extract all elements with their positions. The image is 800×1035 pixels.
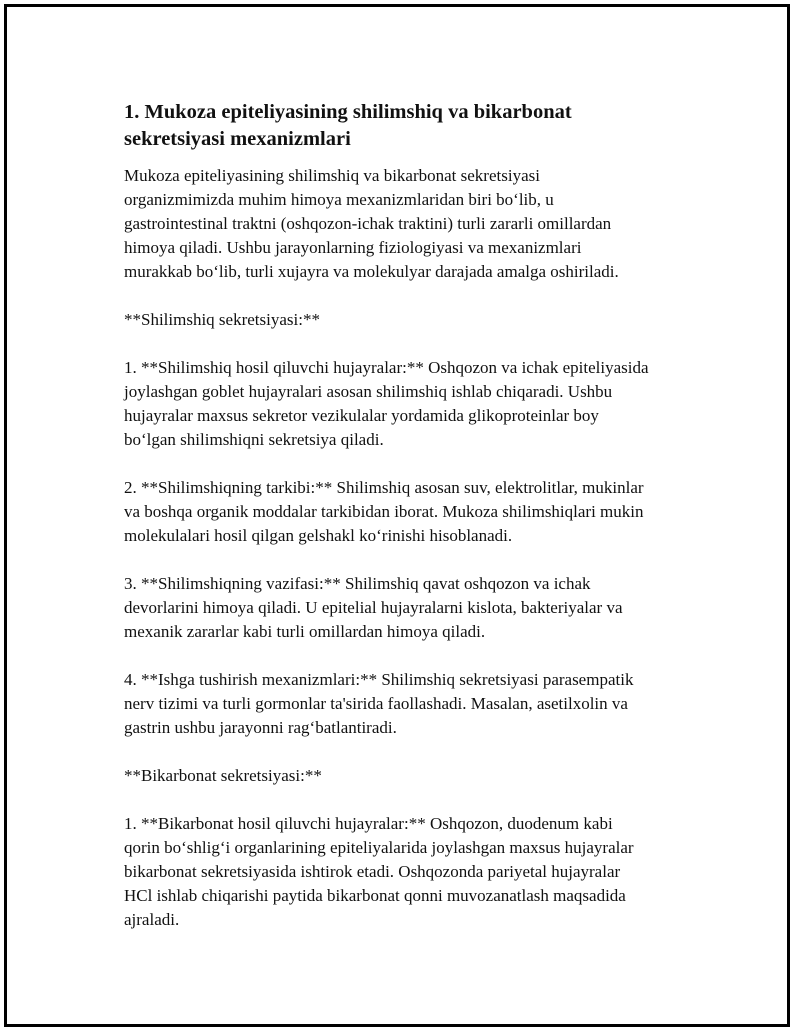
paragraph bbox=[124, 164, 714, 284]
paragraph-line: 3. **Shilimshiqning vazifasi:** Shilimshiq qavat oshqozon va ichak bbox=[124, 574, 591, 593]
paragraph-line: 4. **Ishga tushirish mexanizmlari:** Shilimshiq sekretsiyasi parasempatik bbox=[124, 670, 634, 689]
paragraph-line: HCl ishlab chiqarishi paytida bikarbonat qonni muvozanatlash maqsadida bbox=[124, 886, 626, 905]
paragraph-line: gastrointestinal traktni (oshqozon-ichak traktini) turli zararli omillardan bbox=[124, 214, 612, 233]
page-frame bbox=[4, 4, 790, 1027]
paragraph bbox=[124, 476, 714, 548]
paragraph-line: Mukoza epiteliyasining shilimshiq va bikarbonat sekretsiyasi bbox=[124, 166, 540, 185]
paragraph-line: murakkab bo‘lib, turli xujayra va molekulyar darajada amalga oshiriladi. bbox=[124, 262, 619, 281]
document-content bbox=[124, 99, 714, 956]
paragraph-line: joylashgan goblet hujayralari asosan shilimshiq ishlab chiqaradi. Ushbu bbox=[124, 382, 613, 401]
paragraph-line: organizmimizda muhim himoya mexanizmlaridan biri bo‘lib, u bbox=[124, 190, 554, 209]
paragraph-line: 1. **Shilimshiq hosil qiluvchi hujayralar:** Oshqozon va ichak epiteliyasida bbox=[124, 358, 649, 377]
document-title bbox=[124, 99, 714, 153]
paragraph-line: gastrin ushbu jarayonni rag‘batlantiradi. bbox=[124, 718, 397, 737]
title-line: 1. Mukoza epiteliyasining shilimshiq va bikarbonat bbox=[124, 101, 572, 123]
paragraph-line: qorin bo‘shlig‘i organlarining epiteliyalarida joylashgan maxsus hujayralar bbox=[124, 838, 634, 857]
paragraph-line: **Bikarbonat sekretsiyasi:** bbox=[124, 766, 322, 785]
paragraph bbox=[124, 668, 714, 740]
paragraph-line: molekulalari hosil qilgan gelshakl ko‘rinishi hisoblanadi. bbox=[124, 526, 513, 545]
paragraph-line: himoya qiladi. Ushbu jarayonlarning fiziologiyasi va mexanizmlari bbox=[124, 238, 582, 257]
paragraph bbox=[124, 764, 714, 788]
paragraph bbox=[124, 572, 714, 644]
paragraph bbox=[124, 356, 714, 452]
paragraph-line: ajraladi. bbox=[124, 910, 180, 929]
paragraph-line: nerv tizimi va turli gormonlar ta'sirida faollashadi. Masalan, asetilxolin va bbox=[124, 694, 628, 713]
paragraph-line: devorlarini himoya qiladi. U epitelial hujayralarni kislota, bakteriyalar va bbox=[124, 598, 623, 617]
paragraph bbox=[124, 812, 714, 932]
paragraph-line: 2. **Shilimshiqning tarkibi:** Shilimshiq asosan suv, elektrolitlar, mukinlar bbox=[124, 478, 644, 497]
paragraph-line: 1. **Bikarbonat hosil qiluvchi hujayralar:** Oshqozon, duodenum kabi bbox=[124, 814, 613, 833]
paragraph-line: **Shilimshiq sekretsiyasi:** bbox=[124, 310, 320, 329]
paragraph-line: va boshqa organik moddalar tarkibidan iborat. Mukoza shilimshiqlari mukin bbox=[124, 502, 644, 521]
title-line: sekretsiyasi mexanizmlari bbox=[124, 128, 351, 150]
paragraph-line: bikarbonat sekretsiyasida ishtirok etadi. Oshqozonda pariyetal hujayralar bbox=[124, 862, 621, 881]
paragraph-line: bo‘lgan shilimshiqni sekretsiya qiladi. bbox=[124, 430, 384, 449]
document-body bbox=[124, 164, 714, 932]
paragraph-line: mexanik zararlar kabi turli omillardan himoya qiladi. bbox=[124, 622, 486, 641]
paragraph bbox=[124, 308, 714, 332]
paragraph-line: hujayralar maxsus sekretor vezikulalar yordamida glikoproteinlar boy bbox=[124, 406, 599, 425]
